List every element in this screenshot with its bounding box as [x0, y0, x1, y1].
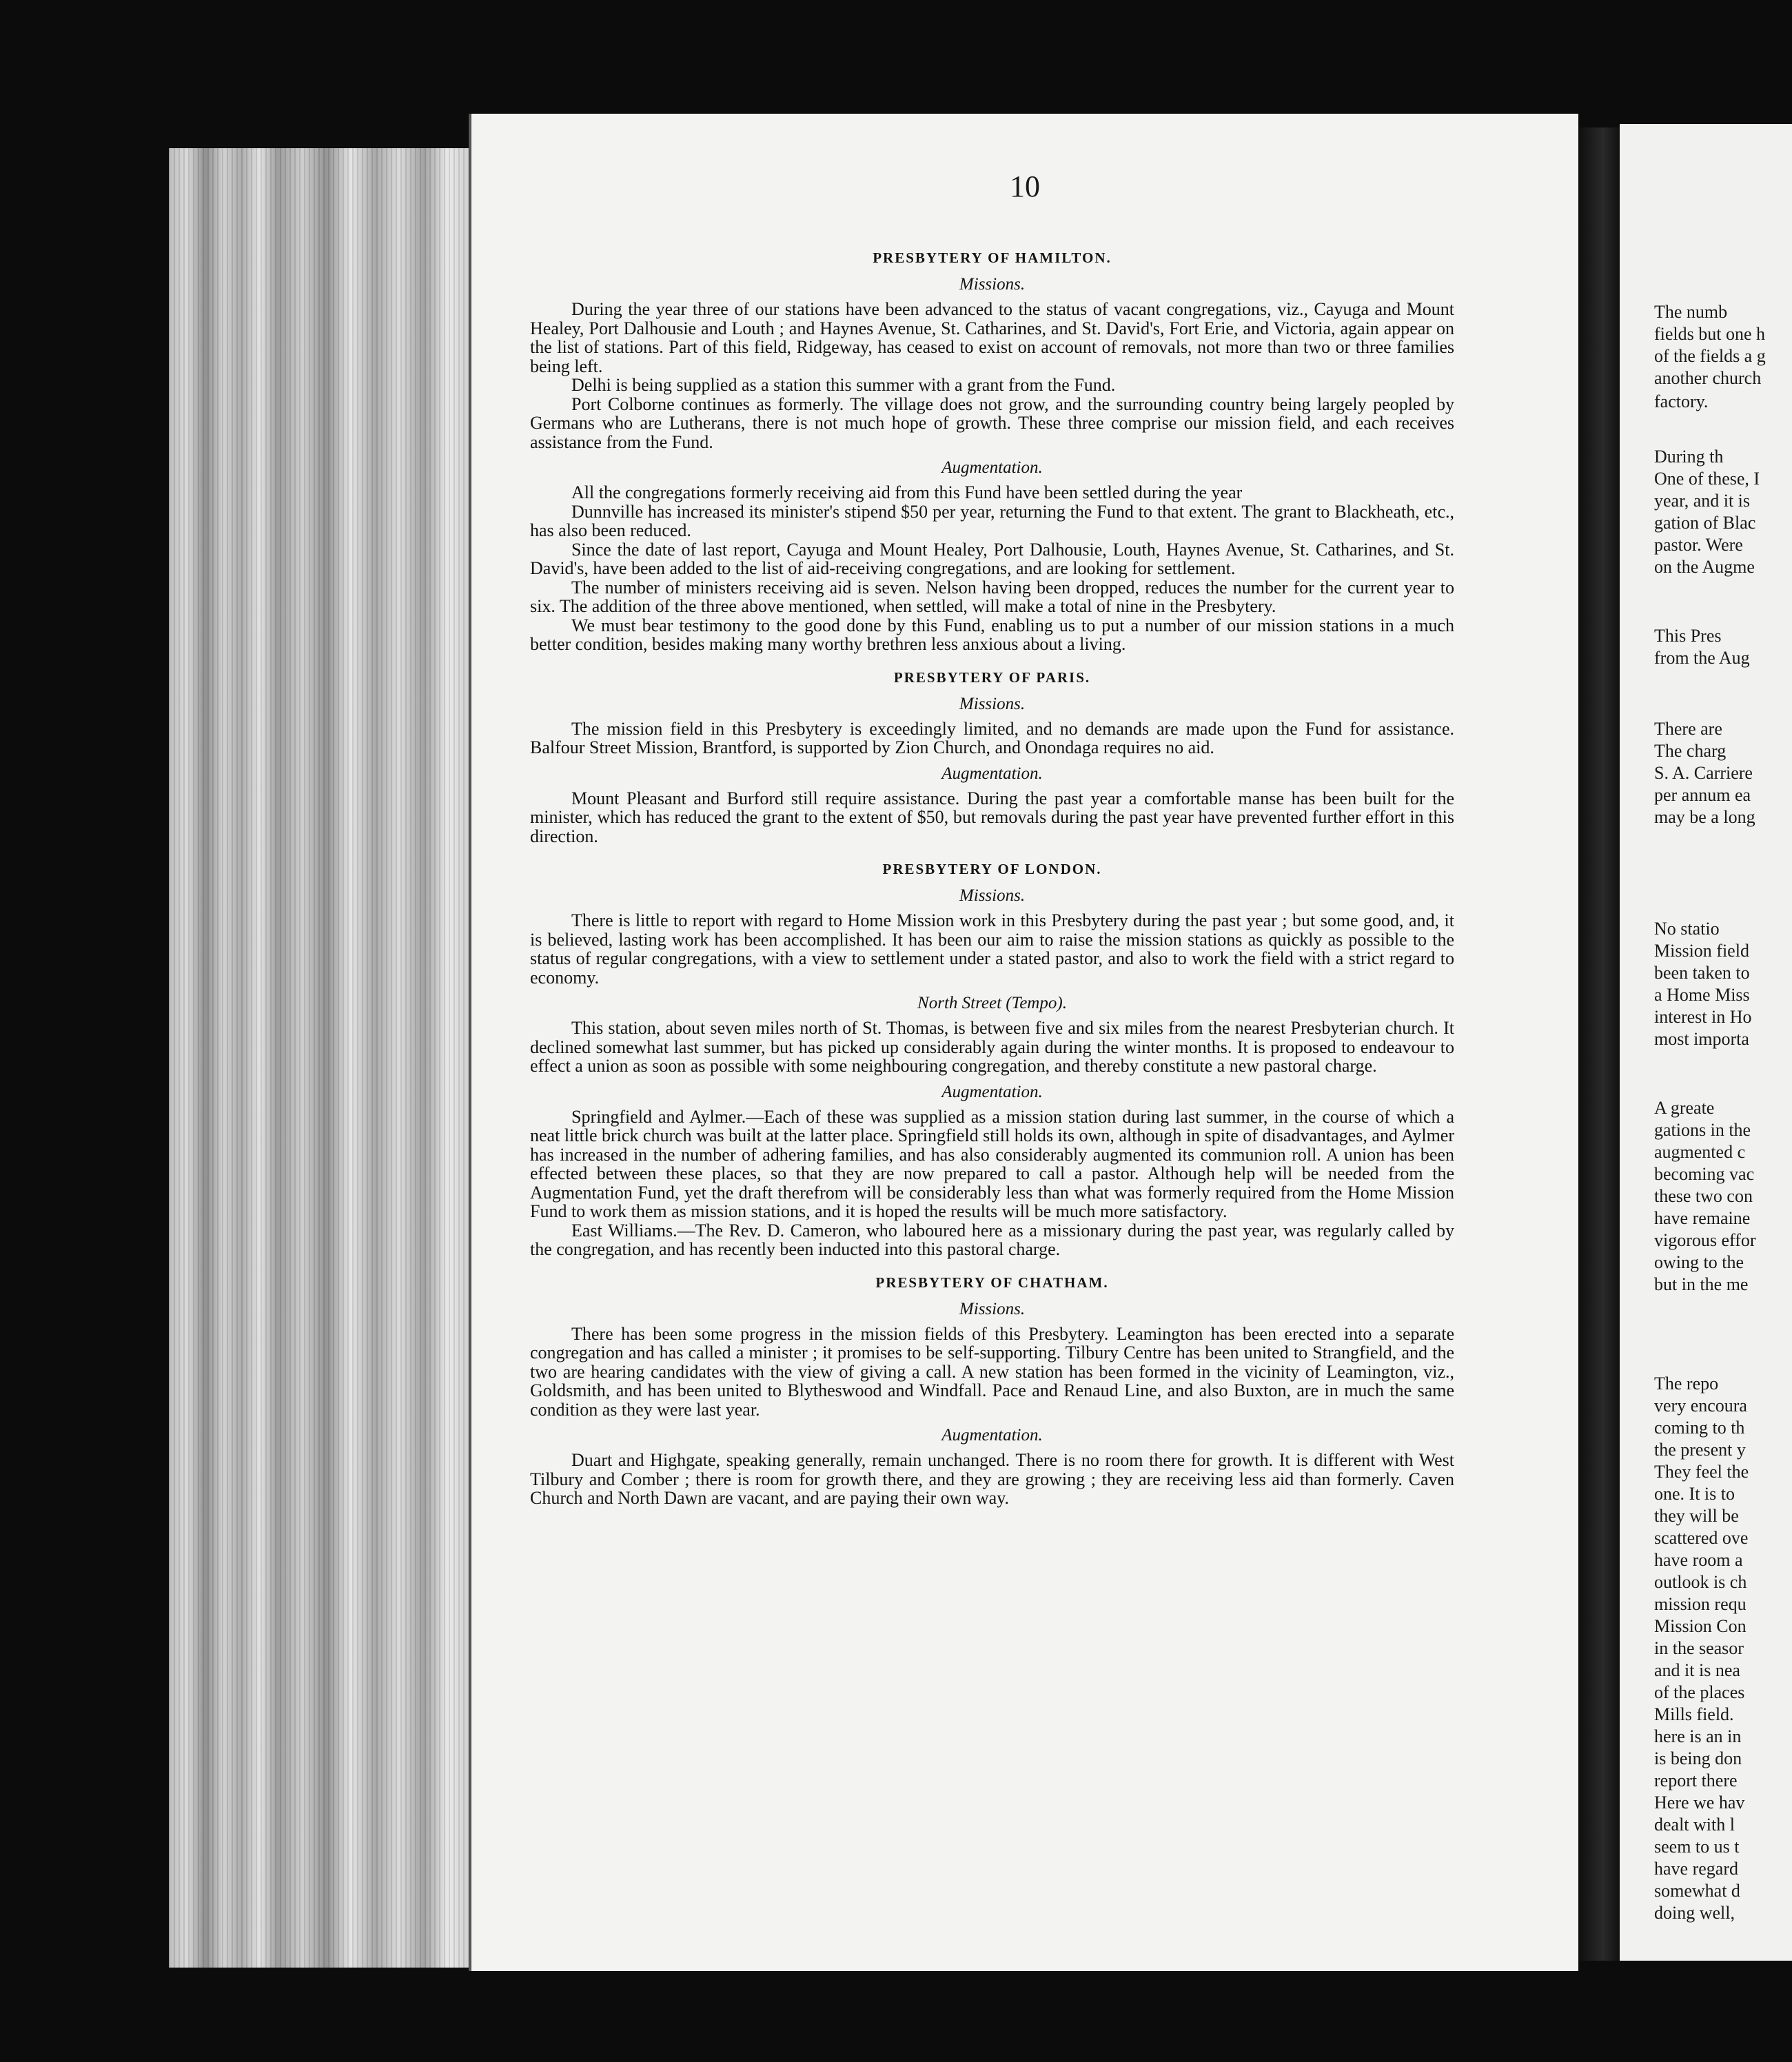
facing-page-line: is being don	[1654, 1748, 1742, 1768]
subsection-title: Missions.	[959, 886, 1026, 905]
facing-page-line: This Pres	[1654, 626, 1722, 646]
facing-page-line: somewhat d	[1654, 1881, 1740, 1901]
page-number: 10	[1010, 170, 1040, 203]
facing-page-line: doing well,	[1654, 1903, 1735, 1923]
subsection-title: Missions.	[959, 275, 1026, 294]
facing-page-line: factory.	[1654, 391, 1709, 411]
facing-page-line: very encoura	[1654, 1396, 1747, 1416]
facing-page-line: these two con	[1654, 1186, 1753, 1206]
facing-page-line: of the fields a g	[1654, 346, 1766, 366]
facing-page-line: Mission field	[1654, 941, 1749, 961]
facing-page-line: outlook is ch	[1654, 1572, 1747, 1592]
subsection-title: Augmentation.	[941, 764, 1043, 783]
facing-page-line: augmented c	[1654, 1142, 1746, 1162]
facing-page-line: Here we hav	[1654, 1793, 1745, 1813]
facing-page-line: A greate	[1654, 1098, 1715, 1118]
document-page	[469, 114, 1578, 1971]
facing-page-line: they will be	[1654, 1506, 1739, 1526]
paragraph: Port Colborne continues as formerly. The village does not grow, and the surrounding country being largely peopled by Germans who are Lutherans, there is not much hope of growth. These three comprise our mission field, and each receives assistance from the Fund.	[530, 394, 1454, 452]
facing-page-line: one. It is to	[1654, 1484, 1735, 1504]
book-page-edges	[169, 148, 472, 1968]
facing-page-line: vigorous effor	[1654, 1230, 1756, 1250]
facing-page-line: on the Augme	[1654, 557, 1755, 577]
facing-page-line: dealt with l	[1654, 1815, 1735, 1835]
facing-page-line: seem to us t	[1654, 1837, 1740, 1857]
facing-page-line: scattered ove	[1654, 1528, 1749, 1548]
facing-page-line: report there	[1654, 1770, 1738, 1790]
paragraph: The mission field in this Presbytery is exceedingly limited, and no demands are made upon the Fund for assistance. Balfour Street Mission, Brantford, is supported by Zion Church, and Onondaga requires no aid.	[530, 718, 1454, 757]
facing-page-line: No statio	[1654, 919, 1720, 939]
facing-page-line: One of these, I	[1654, 469, 1760, 489]
facing-page-line: pastor. Were	[1654, 535, 1743, 555]
facing-page-line: per annum ea	[1654, 785, 1751, 805]
paragraph: Delhi is being supplied as a station this summer with a grant from the Fund.	[571, 375, 1116, 395]
facing-page-line: mission requ	[1654, 1594, 1747, 1614]
paragraph: We must bear testimony to the good done by this Fund, enabling us to put a number of our mission stations in a much better condition, besides making many worthy brethren less anxious about a living.	[530, 615, 1454, 654]
facing-page-line: There are	[1654, 719, 1722, 739]
facing-page-line: Mills field.	[1654, 1704, 1734, 1724]
facing-page-line: The numb	[1654, 302, 1728, 322]
paragraph: The number of ministers receiving aid is seven. Nelson having been dropped, reduces the number for the current year to six. The addition of the three above mentioned, when settled, will make a total of nine in the Presbytery.	[530, 577, 1454, 616]
facing-page-line: S. A. Carriere	[1654, 763, 1753, 783]
facing-page-line: The charg	[1654, 741, 1727, 761]
facing-page-line: becoming vac	[1654, 1164, 1755, 1184]
facing-page-line: in the seasor	[1654, 1638, 1744, 1658]
facing-page-line: been taken to	[1654, 963, 1750, 983]
paragraph: There is little to report with regard to Home Mission work in this Presbytery during the past year ; but some good, and, it is believed, lasting work has been accomplished. It has been our aim to raise the mission stations as quickly as possible to the status of regular congregations, with a view to settlement under a stated pastor, and also to work the field with a strict regard to economy.	[530, 910, 1454, 988]
section-heading: PRESBYTERY OF PARIS.	[893, 668, 1091, 686]
section-heading: PRESBYTERY OF CHATHAM.	[875, 1274, 1109, 1291]
paragraph: This station, about seven miles north of St. Thomas, is between five and six miles from the nearest Presbyterian church. It declined somewhat last summer, but has picked up considerably again during the winter months. It is proposed to endeavour to effect a union as soon as possible with some neighbouring congregation, and thereby constitute a new pastoral charge.	[530, 1018, 1454, 1076]
paragraph: East Williams.—The Rev. D. Cameron, who laboured here as a missionary during the past year, was regularly called by the congregation, and has recently been inducted into this pastoral charge.	[530, 1220, 1454, 1259]
paragraph: All the congregations formerly receiving aid from this Fund have been settled during the year	[571, 482, 1243, 502]
facing-page-line: have regard	[1654, 1859, 1738, 1879]
facing-page-line: here is an in	[1654, 1726, 1742, 1746]
facing-page-line: most importa	[1654, 1029, 1749, 1049]
facing-page-line: During th	[1654, 447, 1724, 467]
book-gutter	[1578, 127, 1620, 1961]
facing-page-line: coming to th	[1654, 1418, 1745, 1438]
facing-page-line: have remaine	[1654, 1208, 1751, 1228]
section-heading: PRESBYTERY OF LONDON.	[882, 861, 1102, 877]
facing-page-line: from the Aug	[1654, 648, 1750, 668]
facing-page-line: interest in Ho	[1654, 1007, 1752, 1027]
facing-page-line: of the places	[1654, 1682, 1745, 1702]
facing-page-line: and it is nea	[1654, 1660, 1740, 1680]
facing-page-line: gation of Blac	[1654, 513, 1756, 533]
facing-page-line: The repo	[1654, 1374, 1719, 1394]
facing-page-line: owing to the	[1654, 1252, 1744, 1272]
subsection-title: Missions.	[959, 694, 1026, 713]
subsection-title: Augmentation.	[941, 1082, 1043, 1101]
subsection-title: Augmentation.	[941, 1426, 1043, 1445]
facing-page-line: may be a long	[1654, 807, 1755, 827]
facing-page-line: gations in the	[1654, 1120, 1751, 1140]
page-content	[530, 234, 1454, 1508]
facing-page-line: fields but one h	[1654, 324, 1766, 344]
facing-page-line: have room a	[1654, 1550, 1743, 1570]
paragraph: Mount Pleasant and Burford still require assistance. During the past year a comfortable manse has been built for the minister, which has reduced the grant to the extent of $50, but removals during the past year have prevented further effort in this direction.	[530, 788, 1454, 846]
facing-page-line: Mission Con	[1654, 1616, 1747, 1636]
subsection-title: North Street (Tempo).	[917, 994, 1067, 1012]
facing-page-line: another church	[1654, 368, 1762, 388]
paragraph: Dunnville has increased its minister's stipend $50 per year, returning the Fund to that extent. The grant to Blackheath, etc., has also been reduced.	[530, 501, 1454, 540]
paragraph: There has been some progress in the mission fields of this Presbytery. Leamington has been erected into a separate congregation and has called a minister ; it promises to be self-supporting. Tilbury Centre has been united to Strangfield, and the two are hearing candidates with the view of giving a call. A new station has been formed in the vicinity of Leamington, viz., Goldsmith, and has been united to Blytheswood and Windfall. Pace and Renaud Line, and also Buxton, are in much the same condition as they were last year.	[530, 1323, 1454, 1420]
paragraph: Duart and Highgate, speaking generally, remain unchanged. There is no room there for growth. It is different with West Tilbury and Comber ; there is room for growth there, and they are growing ; they are receiving less aid than formerly. Caven Church and North Dawn are vacant, and are paying their own way.	[530, 1450, 1454, 1508]
paragraph: Springfield and Aylmer.—Each of these was supplied as a mission station during last summer, in the course of which a neat little brick church was built at the latter place. Springfield still holds its own, although in spite of disadvantages, and Aylmer has increased in the number of adhering families, and has also considerably augmented its communion roll. A union has been effected between these places, so that they are now prepared to call a pastor. Although help will be needed from the Augmentation Fund, yet the draft therefrom will be considerably less than what was formerly required from the Home Mission Fund to work them as mission stations, and it is hoped the results will be much more satisfactory.	[530, 1106, 1454, 1221]
subsection-title: Missions.	[959, 1299, 1026, 1318]
facing-page-line: a Home Miss	[1654, 985, 1750, 1005]
paragraph: Since the date of last report, Cayuga and Mount Healey, Port Dalhousie, Louth, Haynes Avenue, St. Catharines, and St. David's, have been added to the list of aid-receiving congregations, and are looking for settlement.	[530, 539, 1454, 578]
facing-page-line: but in the me	[1654, 1274, 1749, 1294]
section-heading: PRESBYTERY OF HAMILTON.	[873, 249, 1112, 266]
facing-page-line: year, and it is	[1654, 491, 1751, 511]
facing-page-line: They feel the	[1654, 1462, 1749, 1482]
facing-page-line: the present y	[1654, 1440, 1746, 1460]
paragraph: During the year three of our stations have been advanced to the status of vacant congregations, viz., Cayuga and Mount Healey, Port Dalhousie and Louth ; and Haynes Avenue, St. Catharines, and St. David's, Fort Erie, and Victoria, again appear on the list of stations. Part of this field, Ridgeway, has ceased to exist on account of removals, not more than two or three families being left.	[530, 299, 1454, 376]
subsection-title: Augmentation.	[941, 458, 1043, 477]
facing-page-fragment	[1620, 124, 1792, 1961]
